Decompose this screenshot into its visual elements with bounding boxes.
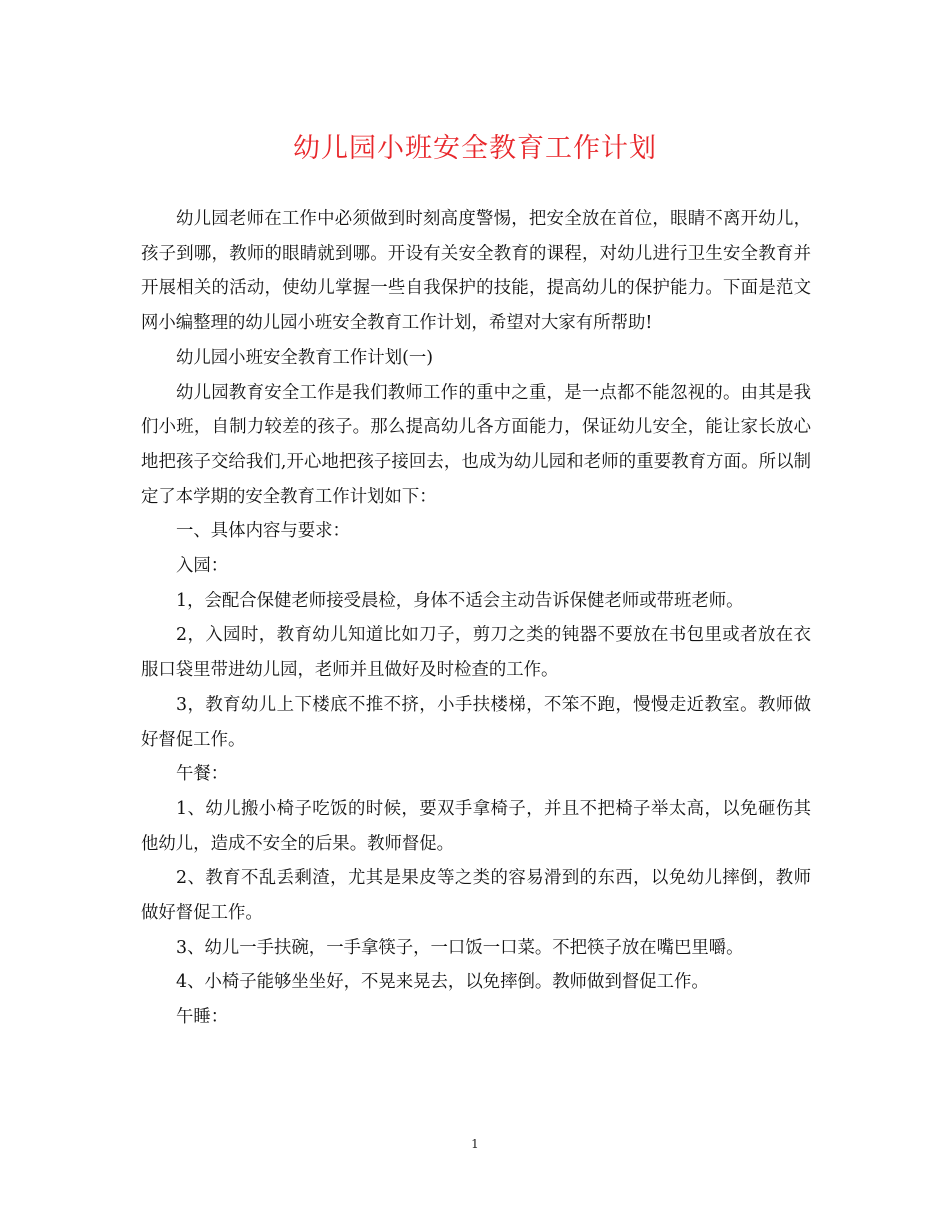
intro-paragraph: 幼儿园老师在工作中必须做到时刻高度警惕，把安全放在首位，眼睛不离开幼儿，孩子到哪，教师的眼睛就到哪。开设有关安全教育的课程，对幼儿进行卫生安全教育并开展相关的活动，使幼儿掌握一些自我保护的技能，提高幼儿的保护能力。下面是范文网小编整理的幼儿园小班安全教育工作计划，希望对大家有所帮助! [141,209,811,334]
arrival-heading: 入园： [176,556,229,577]
document-title: 幼儿园小班安全教育工作计划 [293,133,657,164]
lunch-item-4: 4、小椅子能够坐坐好，不晃来晃去，以免摔倒。教师做到督促工作。 [176,972,709,993]
page-number: 1 [471,1137,479,1151]
content-requirements-heading: 一、具体内容与要求： [176,521,350,542]
arrival-item-1: 1，会配合保健老师接受晨检，身体不适会主动告诉保健老师或带班老师。 [176,590,744,611]
lunch-heading: 午餐： [176,764,229,785]
nap-heading: 午睡： [176,1007,229,1028]
arrival-item-3: 3，教育幼儿上下楼底不推不挤，小手扶楼梯，不笨不跑，慢慢走近教室。教师做好督促工作。 [141,694,811,750]
lunch-item-1: 1、幼儿搬小椅子吃饭的时候，要双手拿椅子，并且不把椅子举太高，以免砸伤其他幼儿，造成不安全的后果。教师督促。 [141,798,811,854]
lunch-item-2: 2、教育不乱丢剩渣，尤其是果皮等之类的容易滑到的东西，以免幼儿摔倒，教师做好督促工作。 [141,868,811,924]
document-body [141,202,811,1035]
section-heading-plan-one: 幼儿园小班安全教育工作计划(一) [176,347,434,368]
arrival-item-2: 2，入园时，教育幼儿知道比如刀子，剪刀之类的钝器不要放在书包里或者放在衣服口袋里带进幼儿园，老师并且做好及时检查的工作。 [141,625,811,681]
lunch-item-3: 3、幼儿一手扶碗，一手拿筷子，一口饭一口菜。不把筷子放在嘴巴里嚼。 [176,937,744,958]
plan-overview-paragraph: 幼儿园教育安全工作是我们教师工作的重中之重，是一点都不能忽视的。由其是我们小班，自制力较差的孩子。那么提高幼儿各方面能力，保证幼儿安全，能让家长放心地把孩子交给我们,开心地把孩子接回去，也成为幼儿园和老师的重要教育方面。所以制定了本学期的安全教育工作计划如下： [141,382,811,507]
